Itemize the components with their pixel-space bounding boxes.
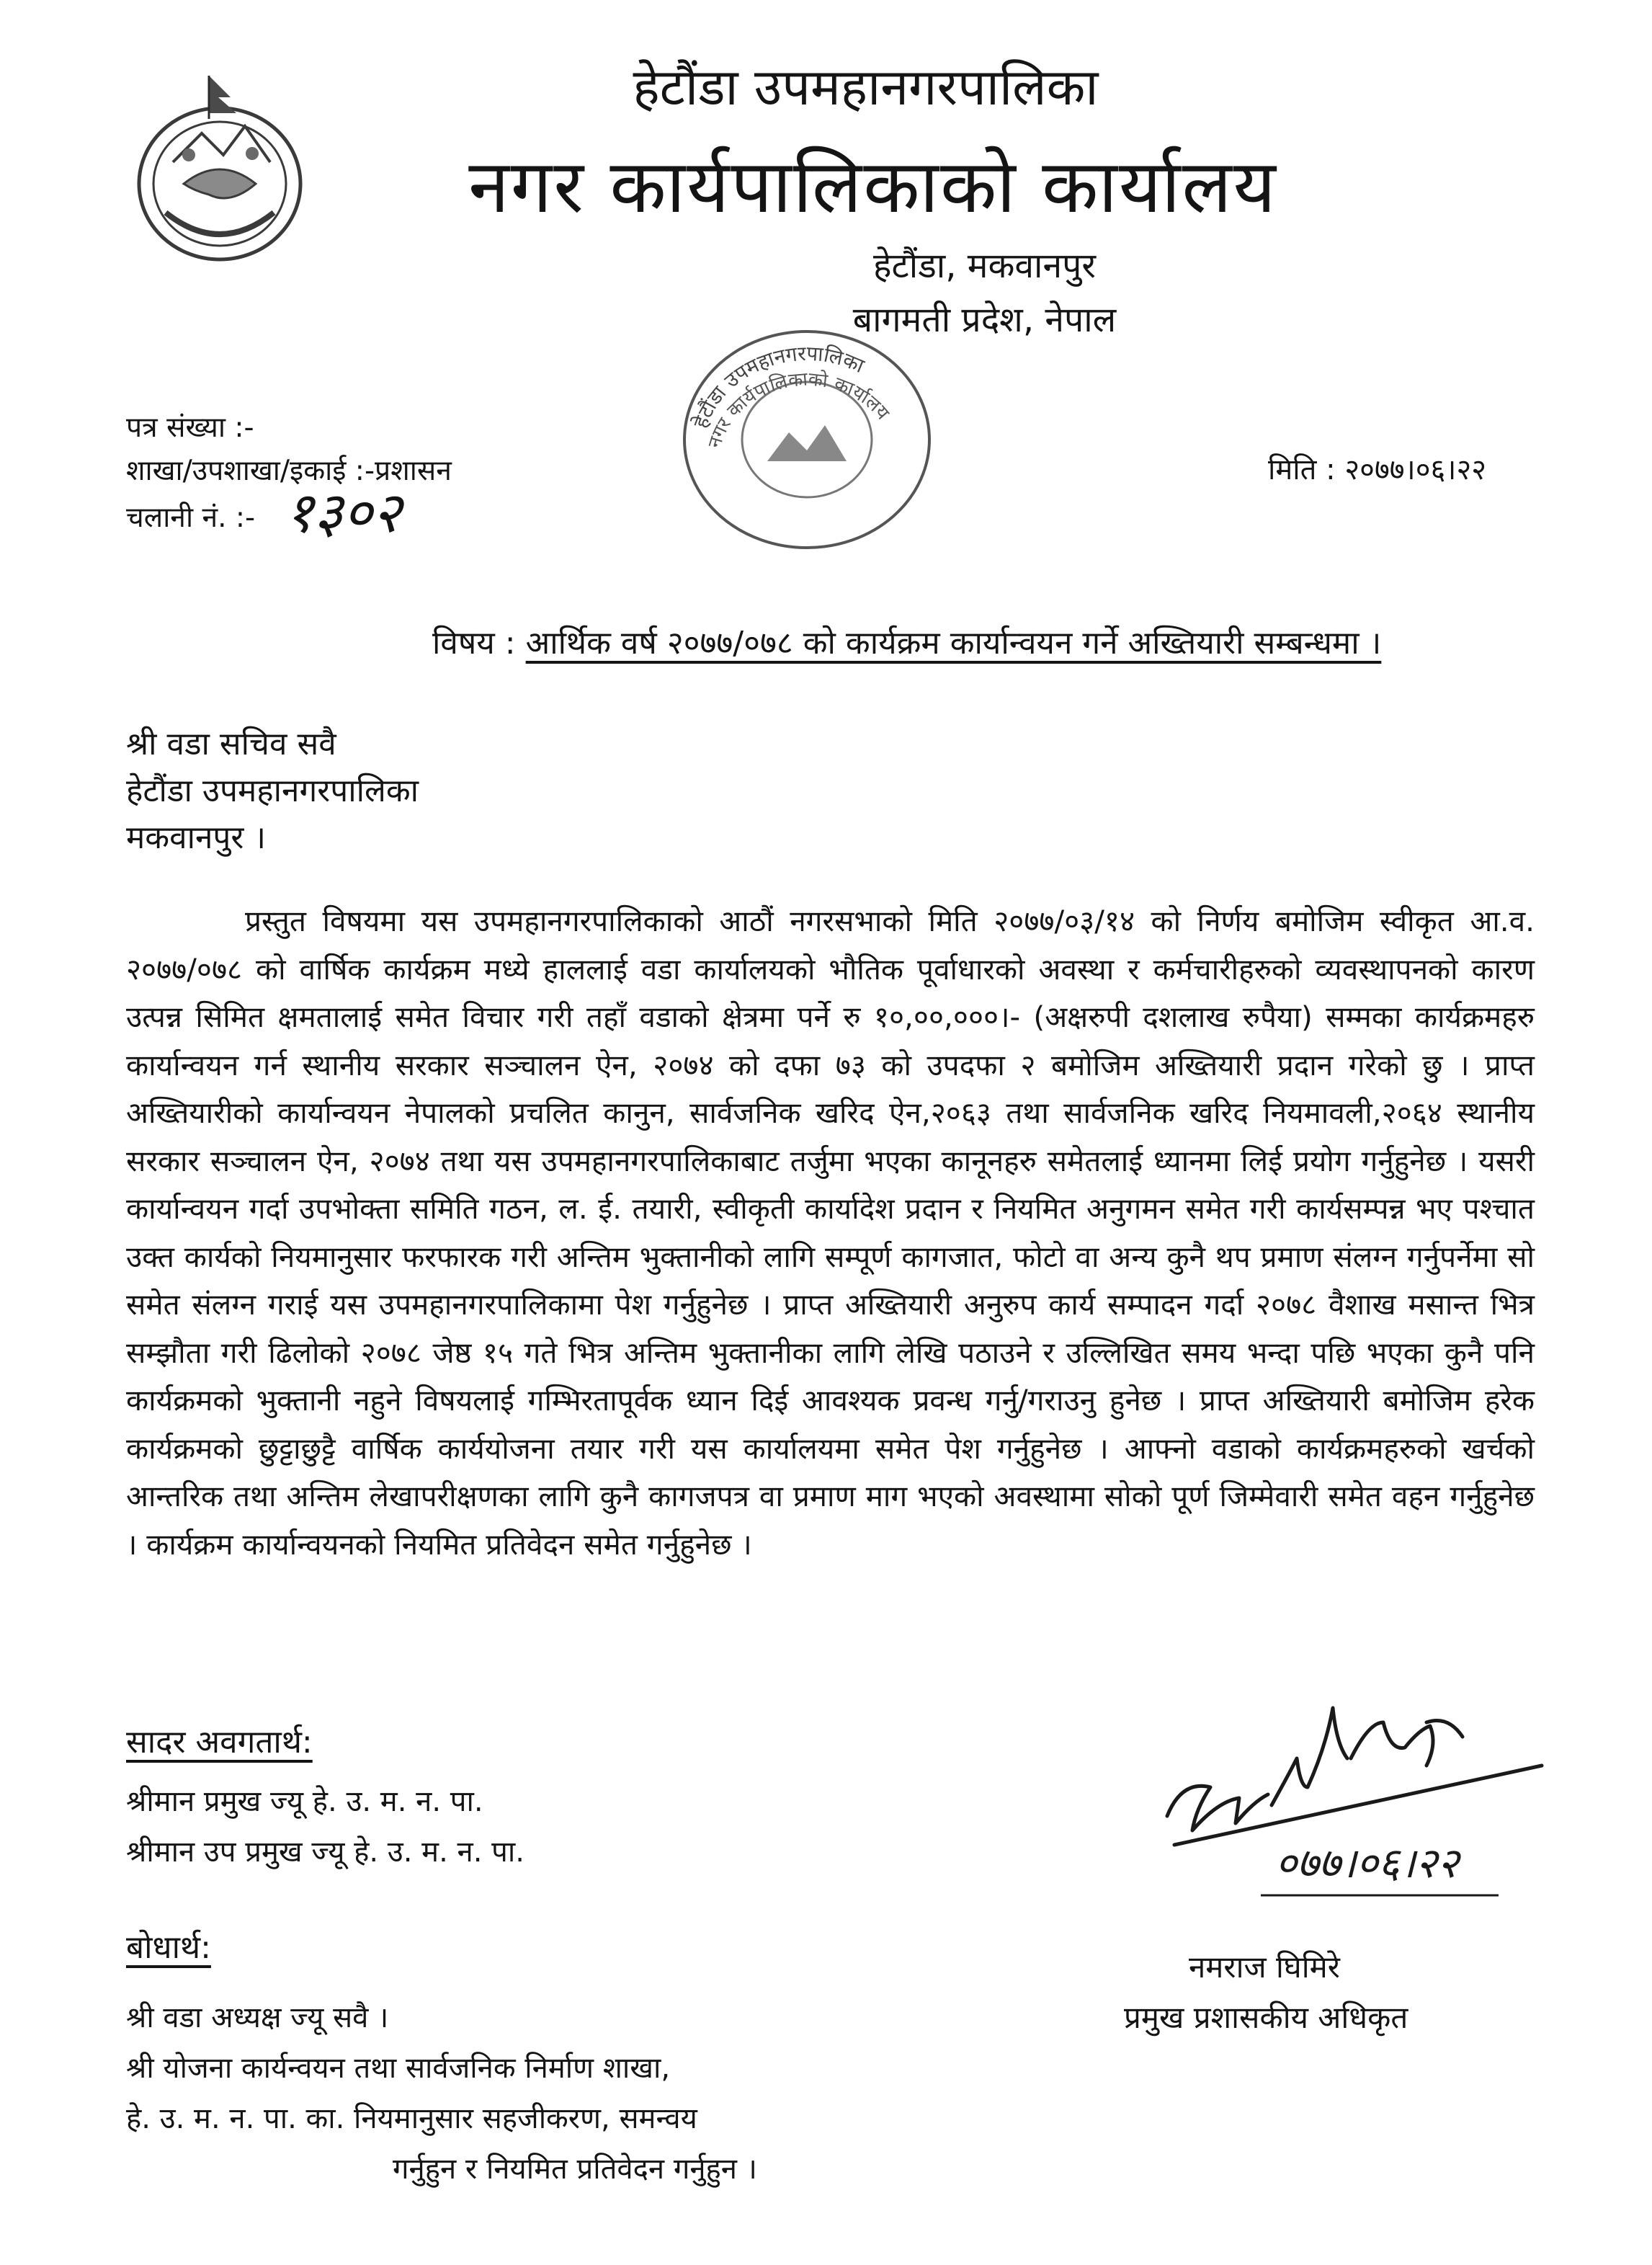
cc-item: श्रीमान प्रमुख ज्यू हे. उ. म. न. पा. [126, 1785, 483, 1818]
organization-name: हेटौंडा उपमहानगरपालिका [633, 58, 1099, 117]
cc-heading: सादर अवगतार्थ: [126, 1724, 313, 1761]
stamp-text-inner: नगर कार्यपालिकाको कार्यालय [704, 368, 894, 451]
subject-label: विषय : [432, 625, 516, 662]
address-province: बागमती प्रदेश, नेपाल [852, 300, 1117, 340]
stamp-text-outer: हेटौंडा उपमहानगरपालिका [688, 341, 868, 432]
letter-number: पत्र संख्या :- [126, 411, 254, 444]
recipient-line: मकवानपुर । [126, 819, 267, 856]
signature [1153, 1679, 1556, 1917]
letter-body: प्रस्तुत विषयमा यस उपमहानगरपालिकाको आठौं नगरसभाको मिति २०७७/०३/१४ को निर्णय बमोजिम स्वीकृत आ.व. २०७७/०७८ को वार्षिक कार्यक्रम मध्ये हाललाई वडा कार्यालयको भौतिक पूर्वाधारको अवस्था र कर्मचारीहरुको व्यवस्थापनको कारण उत्पन्न सिमित क्षमतालाई समेत विचार गरी तहाँ वडाको क्षेत्रमा पर्ने रु १०,००,०००।- (अक्षरुपी दशलाख रुपैया) सम्मका कार्यक्रमहरु कार्यान्वयन गर्न स्थानीय सरकार सञ्चालन ऐन, २०७४ को दफा ७३ को उपदफा २ बमोजिम अख्तियारी प्रदान गरेको छु । प्राप्त अख्तियारीको कार्यान्वयन नेपालको प्रचलित कानुन, सार्वजनिक खरिद ऐन,२०६३ तथा सार्वजनिक खरिद नियमावली,२०६४ स्थानीय सरकार सञ्चालन ऐन, २०७४ तथा यस उपमहानगरपालिकाबाट तर्जुमा भएका कानूनहरु समेतलाई ध्यानमा लिई प्रयोग गर्नुहुनेछ । यसरी कार्यान्वयन गर्दा उपभोक्ता समिति गठन, ल. ई. तयारी, स्वीकृती कार्यादेश प्रदान र नियमित अनुगमन समेत गरी कार्यसम्पन्न भए पश्चात उक्त कार्यको नियमानुसार फरफारक गरी अन्तिम भुक्तानीको लागि सम्पूर्ण कागजात, फोटो वा अन्य कुनै थप प्रमाण संलग्न गर्नुपर्नेमा सो समेत संलग्न गराई यस उपमहानगरपालिकामा पेश गर्नुहुनेछ । प्राप्त अख्तियारी अनुरुप कार्य सम्पादन गर्दा २०७८ वैशाख मसान्त भित्र सम्झौता गरी ढिलोको २०७८ जेष्ठ १५ गते भित्र अन्तिम भुक्तानीका लागि लेखि पठाउने र उल्लिखित समय भन्दा पछि भएका कुनै पनि कार्यक्रमको भुक्तानी नहुने विषयलाई गम्भिरतापूर्वक ध्यान दिई आवश्यक प्रवन्ध गर्नु/गराउनु हुनेछ । प्राप्त अख्तियारी बमोजिम हरेक कार्यक्रमको छुट्टाछुट्टै वार्षिक कार्ययोजना तयार गरी यस कार्यालयमा समेत पेश गर्नुहुनेछ । आफ्नो वडाको कार्यक्रमहरुको खर्चको आन्तरिक तथा अन्तिम लेखापरीक्षणका लागि कुनै कागजपत्र वा प्रमाण माग भएको अवस्थामा सोको पूर्ण जिम्मेवारी समेत वहन गर्नुहुनेछ । कार्यक्रम कार्यान्वयनको नियमित प्रतिवेदन समेत गर्नुहुनेछ । [126, 904, 1535, 1562]
recipient-line: हेटौंडा उपमहानगरपालिका [126, 773, 419, 809]
branch-info: शाखा/उपशाखा/इकाई :-प्रशासन [126, 455, 452, 487]
subject-text: आर्थिक वर्ष २०७७/०७८ को कार्यक्रम कार्यान्वयन गर्ने अख्तियारी सम्बन्धमा । [525, 625, 1382, 662]
signatory-title: प्रमुख प्रशासकीय अधिकृत [1124, 2000, 1408, 2035]
info-item: हे. उ. म. न. पा. का. नियमानुसार सहजीकरण, समन्वय [126, 2102, 697, 2135]
letter-date: मिति : २०७७।०६।२२ [1268, 453, 1487, 486]
office-name: नगर कार्यपालिकाको कार्यालय [468, 144, 1277, 230]
cc-item: श्रीमान उप प्रमुख ज्यू हे. उ. म. न. पा. [126, 1835, 524, 1869]
subject-line [432, 620, 1381, 663]
info-item: गर्नुहुन र नियमित प्रतिवेदन गर्नुहुन । [393, 2153, 757, 2186]
dispatch-label: चलानी नं. :- [126, 502, 256, 534]
info-item: श्री वडा अध्यक्ष ज्यू सवै । [126, 2001, 389, 2034]
recipient-line: श्री वडा सचिव सवै [126, 726, 336, 762]
signature-date: ०७७।०६।२२ [1275, 1838, 1460, 1887]
info-heading: बोधार्थ: [126, 1929, 211, 1966]
dispatch-number: १३०२ [285, 481, 402, 546]
office-stamp [674, 310, 940, 555]
signatory-name: नमराज घिमिरे [1189, 1949, 1340, 1985]
info-item: श्री योजना कार्यन्वयन तथा सार्वजनिक निर्माण शाखा, [126, 2052, 671, 2085]
address-city: हेटौंडा, मकवानपुर [873, 246, 1096, 286]
